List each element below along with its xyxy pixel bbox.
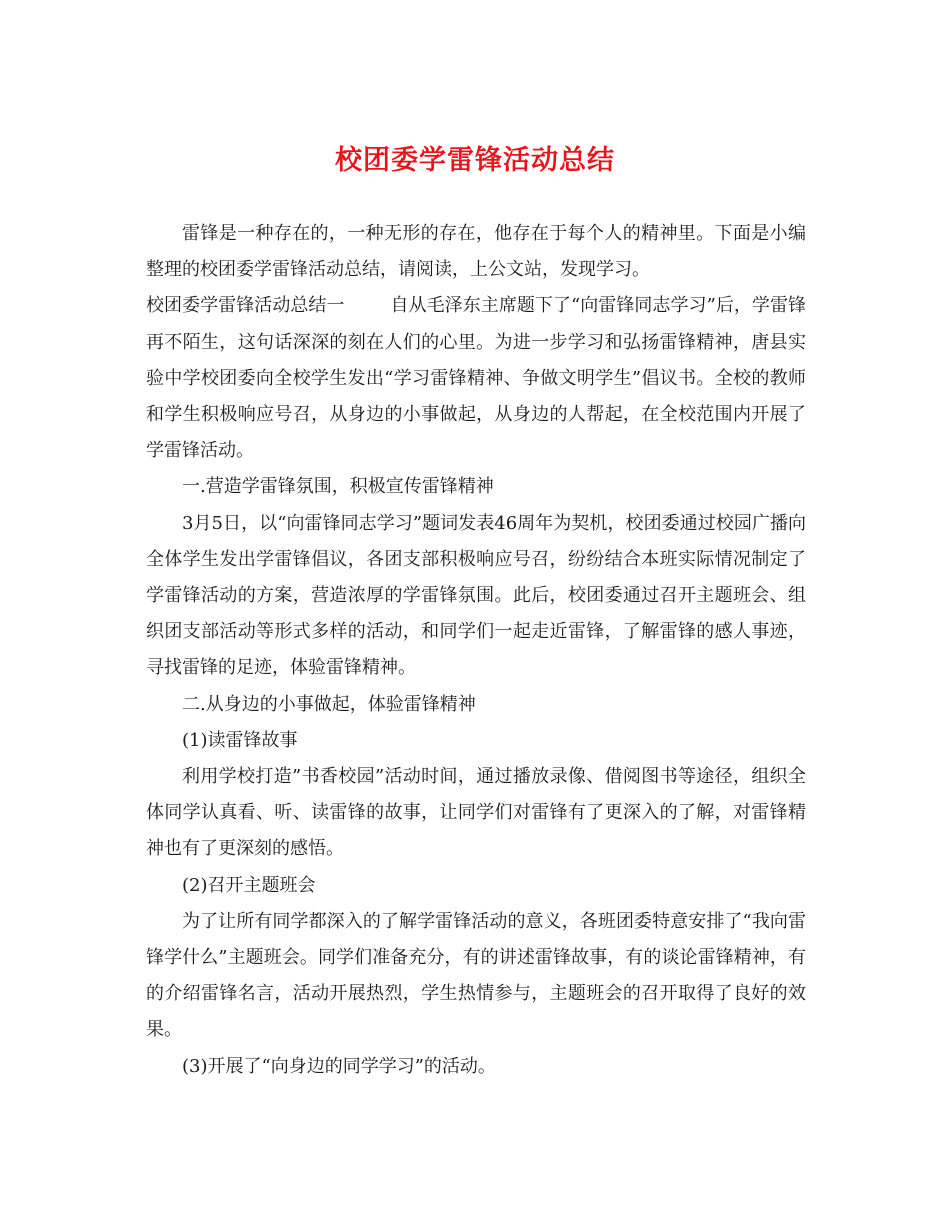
summary-one-paragraph [146,288,806,469]
item-2-heading: (2)召开主题班会 [182,874,316,896]
section-1-body: 3月5日，以“向雷锋同志学习”题词发表46周年为契机，校团委通过校园广播向全体学生发出学雷锋倡议，各团支部积极响应号召，纷纷结合本班实际情况制定了学雷锋活动的方案，营造浓厚的学雷锋氛围。此后，校团委通过召开主题班会、组织团支部活动等形式多样的活动，和同学们一起走近雷锋，了解雷锋的感人事迹，寻找雷锋的足迹，体验雷锋精神。 [146,512,806,679]
document-body [146,216,806,1085]
section-1-heading: 一.营造学雷锋氛围，积极宣传雷锋精神 [182,476,494,498]
summary-one-label: 校团委学雷锋活动总结一 [146,295,345,317]
section-2-heading: 二.从身边的小事做起，体验雷锋精神 [182,693,476,715]
document-title: 校团委学雷锋活动总结 [335,145,615,176]
item-1-body: 利用学校打造”书香校园”活动时间，通过播放录像、借阅图书等途径，组织全体同学认真看、听、读雷锋的故事，让同学们对雷锋有了更深入的了解，对雷锋精神也有了更深刻的感悟。 [146,766,806,860]
intro-paragraph: 雷锋是一种存在的，一种无形的存在，他存在于每个人的精神里。下面是小编整理的校团委学雷锋活动总结，请阅读，上公文站，发现学习。 [146,223,806,281]
summary-one-body: 自从毛泽东主席题下了“向雷锋同志学习”后，学雷锋再不陌生，这句话深深的刻在人们的心里。为进一步学习和弘扬雷锋精神，唐县实验中学校团委向全校学生发出“学习雷锋精神、争做文明学生”倡议书。全校的教师和学生积极响应号召，从身边的小事做起，从身边的人帮起，在全校范围内开展了学雷锋活动。 [146,295,806,462]
item-2-body: 为了让所有同学都深入的了解学雷锋活动的意义，各班团委特意安排了“我向雷锋学什么”主题班会。同学们准备充分，有的讲述雷锋故事，有的谈论雷锋精神，有的介绍雷锋名言，活动开展热烈，学生热情参与，主题班会的召开取得了良好的效果。 [146,910,806,1041]
item-1-heading: (1)读雷锋故事 [182,729,298,751]
item-3-heading: (3)开展了“向身边的同学学习”的活动。 [182,1055,496,1077]
